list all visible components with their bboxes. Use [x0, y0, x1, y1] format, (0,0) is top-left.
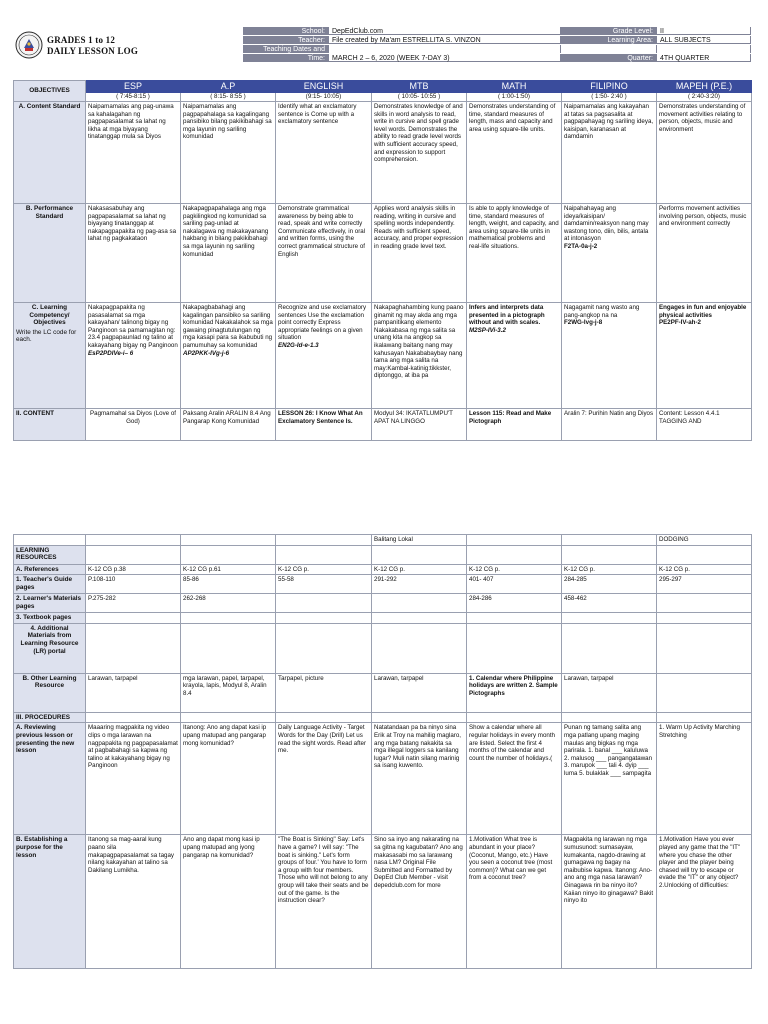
- time-english: (9:15- 10:05): [276, 93, 372, 102]
- performance-standard-label: B. Performance Standard: [14, 204, 86, 303]
- table-cell: 284-286: [467, 594, 562, 613]
- school-value: DepEdClub.com: [328, 27, 561, 35]
- table-cell: 291-292: [372, 575, 467, 594]
- teaching-dates-value: MARCH 2 – 6, 2020 (WEEK 7-DAY 3): [328, 54, 561, 62]
- competency-sublabel: Write the LC code for each.: [16, 328, 77, 344]
- cell-text: Nakapagbabahagi ang kagalingan pansibiko sa sariling komunidad Nakakalahok sa mga gawaing pinagtutulungan ng mga kasapi para sa ikabubuti ng pamumuhay sa komunidad: [183, 304, 273, 349]
- teacher-label: Teacher:: [243, 36, 328, 44]
- lc-code: PE2PF-IV-ah-2: [659, 319, 701, 327]
- lesson-table-bottom: [13, 534, 752, 969]
- objectives-header: OBJECTIVES: [14, 81, 86, 102]
- table-cell: Show a calendar where all regular holidays in every month are listed. Select the first 4 months of the calendar and count the number of holidays.(: [467, 723, 562, 835]
- learners-materials-label: 2. Learner's Materials pages: [14, 594, 86, 613]
- table-cell: [562, 535, 657, 546]
- time-filipino: ( 1:50- 2:40 ): [562, 93, 657, 102]
- table-cell: K-12 CG p.: [276, 564, 372, 575]
- time-mtb: ( 10:05- 10:55 ): [372, 93, 467, 102]
- table-cell: LESSON 26: I Know What An Exclamatory Sentence Is.: [276, 409, 372, 441]
- table-cell: Demonstrates understanding of time, standard measures of length, mass and capacity and area using square-tile units.: [467, 102, 562, 204]
- table-cell: Nakapagpapahalaga ang mga pagkilingkod ng komunidad sa sariling pag-unlad at nakalagawa ng makakayanang hakbang in bilang pakikibahagi sa mga layunin ng sariling komunidad: [181, 204, 276, 303]
- table-cell: Naipamamalas ang kakayahan at tatas sa pagsasalita at pagpapahayag ng sariling ideya, kaisipan, karanasan at damdamin: [562, 102, 657, 204]
- teachers-guide-label: 1. Teacher's Guide pages: [14, 575, 86, 594]
- table-cell: Lesson 115: Read and Make Pictograph: [467, 409, 562, 441]
- table-cell: 1. Warm Up Activity Marching Stretching: [657, 723, 752, 835]
- dates-label-2: Time:: [243, 54, 328, 62]
- table-cell: Ano ang dapat mong kasi ip upang matupad ang iyong pangarap na komunidad?: [181, 835, 276, 969]
- textbook-label: 3. Textbook pages: [14, 613, 86, 624]
- cell-text: Nakapagpapakita ng pasasalamat sa mga kakayahan/ talinong bigay ng Panginoon sa pamamagitan ng: 23.4 pagpapaunlad ng talino at kakayahang bigay ng Panginoon: [88, 304, 178, 349]
- table-cell: [467, 535, 562, 546]
- page-one: [13, 27, 751, 441]
- grade-label: Grade Level:: [561, 27, 656, 35]
- time-mapeh: ( 2:40-3:20): [657, 93, 752, 102]
- header-info: [243, 27, 751, 63]
- table-cell: P.275-282: [86, 594, 181, 613]
- table-cell: [276, 535, 372, 546]
- references-label: A. References: [14, 564, 86, 575]
- lc-code: F2WG-Ivg-j-8: [564, 319, 603, 327]
- cell-text: Nagagamit nang wasto ang pang-angkop na na: [564, 304, 640, 319]
- table-cell: [181, 303, 276, 409]
- time-math: ( 1:00-1:50): [467, 93, 562, 102]
- teacher-value: File created by Ma'am ESTRELLITA S. VINZON: [328, 36, 561, 44]
- learning-resources-label: LEARNING RESOURCES: [14, 545, 86, 564]
- table-cell: Nakapaghahambing kung paano ginamit ng may akda ang mga pampanitikang elemento Nakakabasa ng mga salita sa unang kita na angkop sa ikalawang baitang nang may kahusayan Nakababaybay nang tama ang mga salita na may:Kambal-katinig:tikkster, diptonggo, at iba pa: [372, 303, 467, 409]
- table-cell: Balitang Lokal: [372, 535, 467, 546]
- subject-math: MATH: [467, 81, 562, 93]
- lc-code: EsP2PDIVe-i– 6: [88, 349, 134, 357]
- subject-esp: ESP: [86, 81, 181, 93]
- purpose-label: B. Establishing a purpose for the lesson: [14, 835, 86, 969]
- deped-seal-icon: [15, 31, 43, 59]
- school-label: School:: [243, 27, 328, 35]
- lc-code: M2SP-IVi-3.2: [469, 326, 506, 334]
- time-ap: ( 8:15- 8:55 ): [181, 93, 276, 102]
- table-cell: 262-268: [181, 594, 276, 613]
- learning-area-label: Learning Area:: [561, 36, 656, 44]
- table-cell: Tarpapel, picture: [276, 673, 372, 712]
- other-resources-label: B. Other Learning Resource: [14, 673, 86, 712]
- table-cell: Itanong: Ano ang dapat kasi ip upang matupad ang pangarap mong komunidad?: [181, 723, 276, 835]
- content-standard-label: A. Content Standard: [14, 102, 86, 204]
- table-cell: 1. Calendar where Philippine holidays are written 2. Sample Pictographs: [467, 673, 562, 712]
- table-cell: Natatandaan pa ba ninyo sina Erik at Troy na mahilig maglaro, ang mga batang nakakita sa mga illegal loggers sa kanilang lugar? Muli natin silang marinig sa isang kuwento.: [372, 723, 467, 835]
- table-cell: K-12 CG p.: [657, 564, 752, 575]
- table-cell: P.108-110: [86, 575, 181, 594]
- lc-code: F2TA-0a-j-2: [564, 242, 598, 250]
- cell-text: Engages in fun and enjoyable physical activities: [659, 304, 747, 319]
- table-cell: Demonstrates understanding of movement activities relating to person, objects, music and environment: [657, 102, 752, 204]
- table-cell: 1.Motivation Have you ever played any game that the "IT" where you chase the other player and the player being chased will try to escape or evade the "IT" or any object? 2.Unlocking of difficulties:: [657, 835, 752, 969]
- table-cell: Daily Language Activity - Target Words for the Day (Drill) Let us read the sight words. Read after me.: [276, 723, 372, 835]
- table-cell: 284-285: [562, 575, 657, 594]
- table-cell: K-12 CG p.38: [86, 564, 181, 575]
- learning-area-value: ALL SUBJECTS: [656, 36, 751, 44]
- competency-label: [14, 303, 86, 409]
- table-cell: K-12 CG p.: [467, 564, 562, 575]
- table-cell: [86, 535, 181, 546]
- table-cell: 458-462: [562, 594, 657, 613]
- cell-text: Recognize and use exclamatory sentences Use the exclamation point correctly Express appropriate feelings on a given situation: [278, 304, 367, 342]
- table-cell: 85-86: [181, 575, 276, 594]
- table-cell: Naipamamalas ang pag-unawa sa kahalagahan ng pagpapasalamat sa lahat ng likha at mga biyayang tinatanggap mula sa Diyos: [86, 102, 181, 204]
- subject-mapeh: MAPEH (P.E.): [657, 81, 752, 93]
- subject-mtb: MTB: [372, 81, 467, 93]
- table-cell: [467, 303, 562, 409]
- content-label: II. CONTENT: [14, 409, 86, 441]
- table-cell: 401- 407: [467, 575, 562, 594]
- table-cell: Magpakita ng larawan ng mga sumusunod: sumasayaw, kumakanta, nagdo-drawing at gumagawa ng bagay na maibubise kapwa. Itanong: Ano-ano ang mga nasa larawan? Ginagawa rin ba ninyo ito? Kaiian ninyo ito ginagawa? Bakit ninyo ito: [562, 835, 657, 969]
- dates-label-1: Teaching Dates and: [243, 45, 328, 53]
- table-cell: [657, 303, 752, 409]
- subject-ap: A.P: [181, 81, 276, 93]
- title-dll: DAILY LESSON LOG: [47, 46, 139, 56]
- time-esp: ( 7:45-8:15 ): [86, 93, 181, 102]
- table-cell: Content: Lesson 4.4.1 TAGGING AND: [657, 409, 752, 441]
- table-cell: Pagmamahal sa Diyos (Love of God): [86, 409, 181, 441]
- table-cell: Demonstrate grammatical awareness by being able to read, speak and write correctly Communicate effectively, in oral and written forms, using the correct grammatical structure of English: [276, 204, 372, 303]
- table-cell: mga larawan, papel, tarpapel, krayola, lapis, Modyul 8, Aralin 8.4: [181, 673, 276, 712]
- table-cell: K-12 CG p.: [372, 564, 467, 575]
- table-cell: 295-297: [657, 575, 752, 594]
- table-cell: Demonstrates knowledge of and skills in word analysis to read, write in cursive and spell grade level words. Demonstrates the ability to read grade level words with sufficient accuracy speed, and expression to support comprehension.: [372, 102, 467, 204]
- table-cell: [276, 594, 372, 613]
- table-cell: Identify what an exclamatory sentence is Come up with a exclamatory sentence: [276, 102, 372, 204]
- quarter-value: 4TH QUARTER: [656, 54, 751, 62]
- table-cell: K-12 CG p.: [562, 564, 657, 575]
- cell-text: Naipahahayag ang ideya/kaisipan/ damdamin/reaksyon nang may wastong tono, diin, bilis, antala at intonasyon: [564, 205, 649, 243]
- lc-code: AP2PKK-IVg-j-6: [183, 349, 230, 357]
- table-cell: Applies word analysis skills in reading, writing in cursive and spelling words independently. Reads with sufficient speed, accuracy, and proper expression in reading grade level text.: [372, 204, 467, 303]
- procedures-label: III. PROCEDURES: [14, 712, 86, 723]
- cell-text: Infers and interprets data presented in a pictograph without and with scales.: [469, 304, 545, 327]
- lc-code: EN2G-Id-e-1.3: [278, 341, 319, 349]
- table-cell: Larawan, tarpapel: [86, 673, 181, 712]
- table-cell: Is able to apply knowledge of time, standard measures of length, weight, and capacity, and area using square-tile units in mathematical problems and real-life situations.: [467, 204, 562, 303]
- subject-english: ENGLISH: [276, 81, 372, 93]
- table-cell: [657, 673, 752, 712]
- title-grades: GRADES 1 to 12: [47, 35, 116, 45]
- table-cell: Aralin 7: Purihin Natin ang Diyos: [562, 409, 657, 441]
- additional-materials-label: 4. Additional Materials from Learning Resource (LR) portal: [14, 623, 86, 673]
- table-cell: [657, 594, 752, 613]
- grade-value: II: [656, 27, 751, 35]
- review-label: A. Reviewing previous lesson or presenting the new lesson: [14, 723, 86, 835]
- table-cell: "The Boat is Sinking" Say: Let's have a game? I will say: "The boat is sinking." Let's form groups of four.' You have to form a group with four members. Those who will not belong to any group will take their seats and be out of the game. Is the instruction clear?: [276, 835, 372, 969]
- lesson-log-title: [47, 35, 138, 57]
- table-cell: [86, 303, 181, 409]
- table-cell: Larawan, tarpapel: [372, 673, 467, 712]
- table-cell: Performs movement activities involving person, objects, music and environment correctly: [657, 204, 752, 303]
- table-cell: [276, 303, 372, 409]
- page-two: [13, 534, 751, 969]
- table-cell: Itanong sa mag-aaral kung paano sila makapagpapasalamat sa tagay nilang kakayahan at talino sa Dakilang Lumikha.: [86, 835, 181, 969]
- table-cell: Larawan, tarpapel: [562, 673, 657, 712]
- table-cell: DODGING: [657, 535, 752, 546]
- table-cell: 1.Motivation What tree is abundant in your place? (Coconut, Mango, etc.) Have you seen a coconut tree (most common)? What can we get from a coconut tree?: [467, 835, 562, 969]
- table-cell: Paksang Aralin ARALIN 8.4 Ang Pangarap Kong Komunidad: [181, 409, 276, 441]
- quarter-label: Quarter:: [561, 54, 656, 62]
- table-cell: [562, 303, 657, 409]
- table-cell: Modyul 34: IKATATLUMPU'T APAT NA LINGGO: [372, 409, 467, 441]
- table-cell: K-12 CG p.61: [181, 564, 276, 575]
- table-cell: [372, 594, 467, 613]
- competency-title: C. Learning Competency/ Objectives: [29, 304, 70, 327]
- subject-filipino: FILIPINO: [562, 81, 657, 93]
- lesson-table-top: [13, 80, 752, 441]
- table-cell: Sino sa inyo ang nakarating na sa gitna ng kagubatan? Ano ang makasasabi mo sa larawang nasa LM? Original File Submitted and Formatted by DepEd Club Member - visit depedclub.com for more: [372, 835, 467, 969]
- table-cell: Nakasasabuhay ang pagpapasalamat sa lahat ng biyayang tinatanggap at nakapagpapakita ng pag-asa sa lahat ng pagkakataon: [86, 204, 181, 303]
- table-cell: [562, 204, 657, 303]
- table-cell: Maaaring magpakita ng video clips o mga larawan na nagpapakita ng pagpapasalamat at pagbabahagi sa kapwa ng talino at kakayahang bigay ng Panginoon: [86, 723, 181, 835]
- lesson-log-header: [13, 27, 751, 72]
- table-cell: Naipamamalas ang pagpapahalaga sa kagalingang pansibiko bilang pakikibahagi sa mga layunin ng sariling komunidad: [181, 102, 276, 204]
- table-cell: 55-58: [276, 575, 372, 594]
- table-cell: [181, 535, 276, 546]
- table-cell: Punan ng tamang salita ang mga patlang upang maging maulas ang bigkas ng mga parirala. 1. banal ___ kaluluwa 2. malusog ___ pangangatawan 3. marupok ___ tali 4. dyip ___ luma 5. bulaklak ___ sampagita: [562, 723, 657, 835]
